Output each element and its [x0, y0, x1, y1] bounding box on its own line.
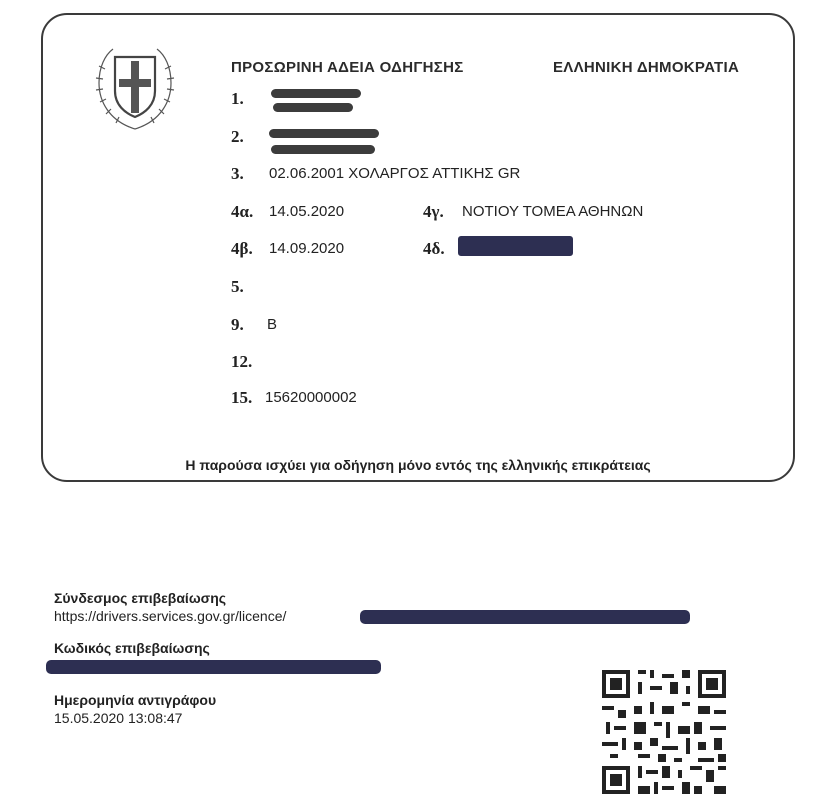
- field-2-number: 2.: [231, 127, 244, 146]
- verification-link-label: Σύνδεσμος επιβεβαίωσης: [54, 590, 227, 606]
- verification-link[interactable]: https://drivers.services.gov.gr/licence/: [54, 608, 287, 624]
- copy-date-value: 15.05.2020 13:08:47: [54, 710, 183, 726]
- field-3-number: 3.: [231, 164, 244, 183]
- verification-code-label: Κωδικός επιβεβαίωσης: [54, 640, 210, 656]
- field-1-number: 1.: [231, 89, 244, 108]
- field-4c-number: 4γ.: [423, 202, 444, 221]
- field-9-value: B: [267, 316, 278, 333]
- field-4d-number: 4δ.: [423, 239, 445, 258]
- field-4b-value: 14.09.2020: [269, 240, 345, 257]
- copy-date-label: Ημερομηνία αντιγράφου: [54, 692, 217, 708]
- redaction-bar: [458, 236, 573, 256]
- greek-coat-of-arms-icon: [91, 39, 179, 135]
- field-5-number: 5.: [231, 277, 244, 296]
- redaction-bar: [360, 610, 690, 624]
- field-12-number: 12.: [231, 352, 253, 371]
- redaction-bar: [46, 660, 381, 674]
- redaction-bar: [269, 129, 379, 138]
- field-3-value: 02.06.2001 ΧΟΛΑΡΓΟΣ ΑΤΤΙΚΗΣ GR: [269, 165, 521, 182]
- qr-code-icon: [598, 666, 730, 798]
- field-4a-value: 14.05.2020: [269, 203, 345, 220]
- field-4b-number: 4β.: [231, 239, 253, 258]
- issuing-country: ΕΛΛΗΝΙΚΗ ΔΗΜΟΚΡΑΤΙΑ: [553, 59, 740, 76]
- field-4a-number: 4α.: [231, 202, 254, 221]
- field-9-number: 9.: [231, 315, 244, 334]
- field-15-value: 15620000002: [265, 389, 357, 406]
- validity-note: Η παρούσα ισχύει για οδήγηση μόνο εντός της ελληνικής επικράτειας: [185, 457, 651, 473]
- redaction-bar: [273, 103, 353, 112]
- redaction-bar: [271, 145, 375, 154]
- field-15-number: 15.: [231, 388, 253, 407]
- redaction-bar: [271, 89, 361, 98]
- licence-card: [41, 13, 795, 482]
- card-title: ΠΡΟΣΩΡΙΝΗ ΑΔΕΙΑ ΟΔΗΓΗΣΗΣ: [231, 59, 464, 76]
- field-4c-value: ΝΟΤΙΟΥ ΤΟΜΕΑ ΑΘΗΝΩΝ: [462, 203, 644, 220]
